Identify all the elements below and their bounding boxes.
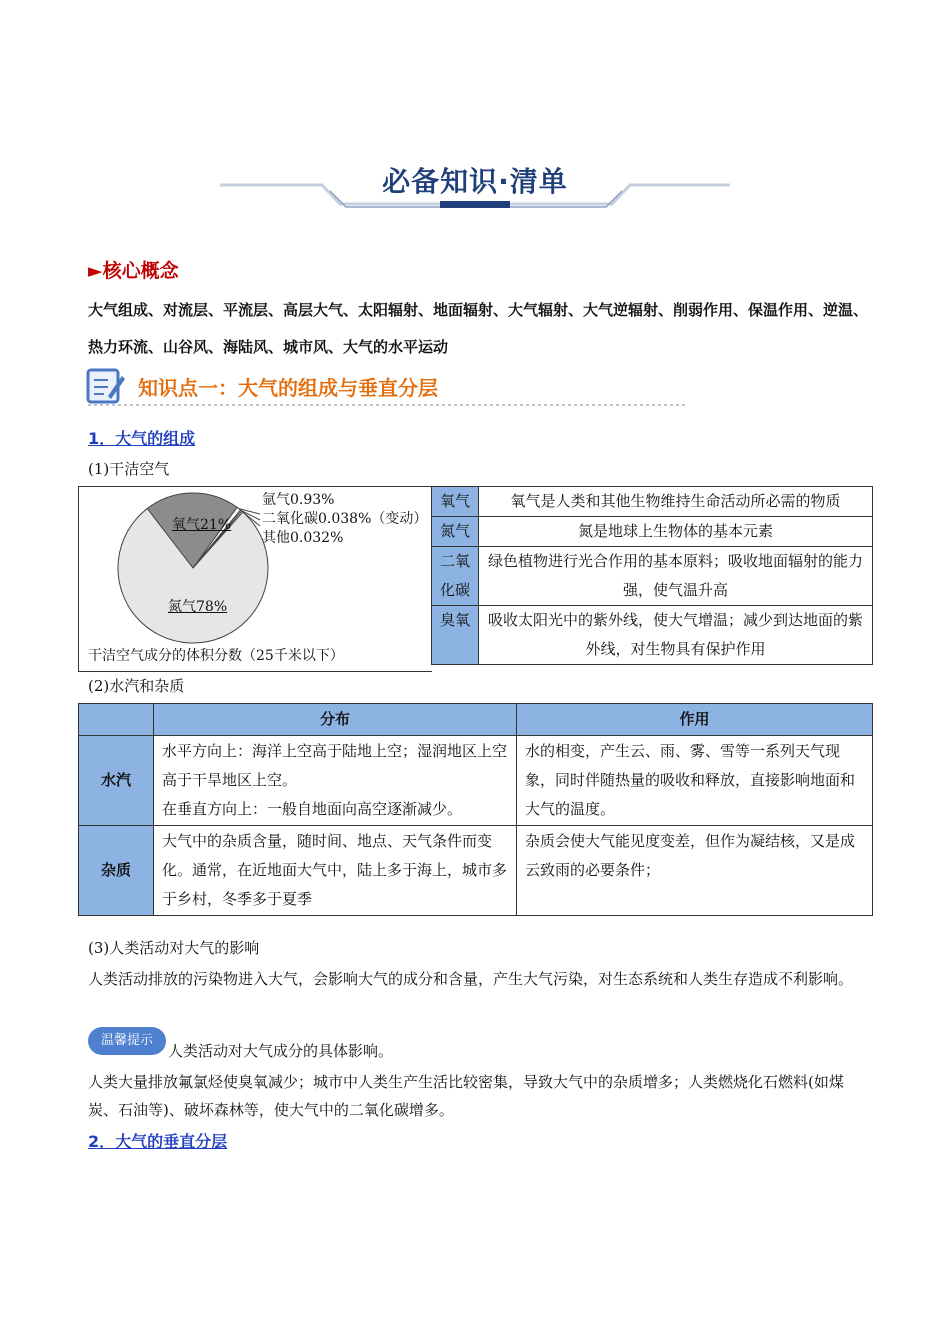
sub-heading-human-impact: (3)人类活动对大气的影响 xyxy=(88,939,260,957)
banner-decoration xyxy=(0,0,950,240)
distribution-line: 在垂直方向上：一般自地面向高空逐渐减少。 xyxy=(162,800,463,818)
table-row xyxy=(432,487,873,517)
label-nitrogen: 氮气78% xyxy=(168,599,228,615)
gas-name: 臭氧 xyxy=(432,606,479,665)
gas-desc: 氧气是人类和其他生物维持生命活动所必需的物质 xyxy=(479,487,873,517)
table-row xyxy=(79,826,873,916)
gas-desc: 氮是地球上生物体的基本元素 xyxy=(479,517,873,547)
table-row xyxy=(432,517,873,547)
tip-title: 人类活动对大气成分的具体影响。 xyxy=(168,1042,394,1060)
row-name: 水汽 xyxy=(79,736,154,826)
table-row xyxy=(432,547,873,606)
dashed-divider xyxy=(88,402,688,408)
label-other: 其他0.032% xyxy=(262,530,344,546)
gas-desc: 绿色植物进行光合作用的基本原料；吸收地面辐射的能力强，使气温升高 xyxy=(479,547,873,606)
human-impact-text: 人类活动排放的污染物进入大气，会影响大气的成分和含量，产生大气污染，对生态系统和人类生存造成不利影响。 xyxy=(88,970,854,988)
gas-name: 氮气 xyxy=(432,517,479,547)
label-oxygen: 氧气21% xyxy=(172,517,232,533)
gas-desc: 吸收太阳光中的紫外线，使大气增温；减少到达地面的紫外线，对生物具有保护作用 xyxy=(479,606,873,665)
tip-badge: 温馨提示 xyxy=(88,1027,166,1055)
sub-heading-water-impurities: (2)水汽和杂质 xyxy=(88,677,185,695)
header-distribution: 分布 xyxy=(154,704,517,736)
chart-caption: 干洁空气成分的体积分数（25千米以下） xyxy=(88,648,344,664)
header-empty xyxy=(79,704,154,736)
water-impurity-table xyxy=(78,703,873,916)
label-argon: 氩气0.93% xyxy=(262,492,335,508)
page-title: 必备知识·清单 xyxy=(382,165,568,198)
core-concepts-text: 大气组成、对流层、平流层、高层大气、太阳辐射、地面辐射、大气辐射、大气逆辐射、削弱作用、保温作用、逆温、热力环流、山谷风、海陆风、城市风、大气的水平运动 xyxy=(88,301,869,356)
distribution-line: 水平方向上：海洋上空高于陆地上空；湿润地区上空高于干旱地区上空。 xyxy=(162,742,508,789)
distribution-cell xyxy=(154,736,517,826)
gas-name xyxy=(432,547,479,606)
effect-cell: 杂质会使大气能见度变差，但作为凝结核，又是成云致雨的必要条件； xyxy=(517,826,873,916)
table-row xyxy=(79,736,873,826)
header-effect: 作用 xyxy=(517,704,873,736)
tip-text: 人类大量排放氟氯烃使臭氧减少；城市中人类生产生活比较密集，导致大气中的杂质增多；人类燃烧化石燃料(如煤炭、石油等)、破坏森林等，使大气中的二氧化碳增多。 xyxy=(88,1073,844,1119)
section1-title[interactable]: 1．大气的组成 xyxy=(88,429,196,448)
gas-name: 氧气 xyxy=(432,487,479,517)
effect-cell: 水的相变，产生云、雨、雾、雪等一系列天气现象，同时伴随热量的吸收和释放，直接影响地面和大气的温度。 xyxy=(517,736,873,826)
label-co2: 二氧化碳0.038%（变动） xyxy=(262,511,428,527)
sub-heading-dry-air: (1)干洁空气 xyxy=(88,460,170,478)
table-row xyxy=(432,606,873,665)
gas-name-line: 化碳 xyxy=(439,581,470,599)
section2-title[interactable]: 2．大气的垂直分层 xyxy=(88,1132,228,1151)
knowledge-point-title: 知识点一：大气的组成与垂直分层 xyxy=(138,376,438,400)
table-header-row xyxy=(79,704,873,736)
distribution-cell: 大气中的杂质含量，随时间、地点、天气条件而变化。通常，在近地面大气中，陆上多于海上，城市多于乡村，冬季多于夏季 xyxy=(154,826,517,916)
core-concepts-heading: ►核心概念 xyxy=(88,260,179,282)
gas-function-table xyxy=(431,486,873,665)
gas-name-line: 二氧 xyxy=(439,552,470,570)
row-name: 杂质 xyxy=(79,826,154,916)
notepad-icon xyxy=(86,366,126,406)
